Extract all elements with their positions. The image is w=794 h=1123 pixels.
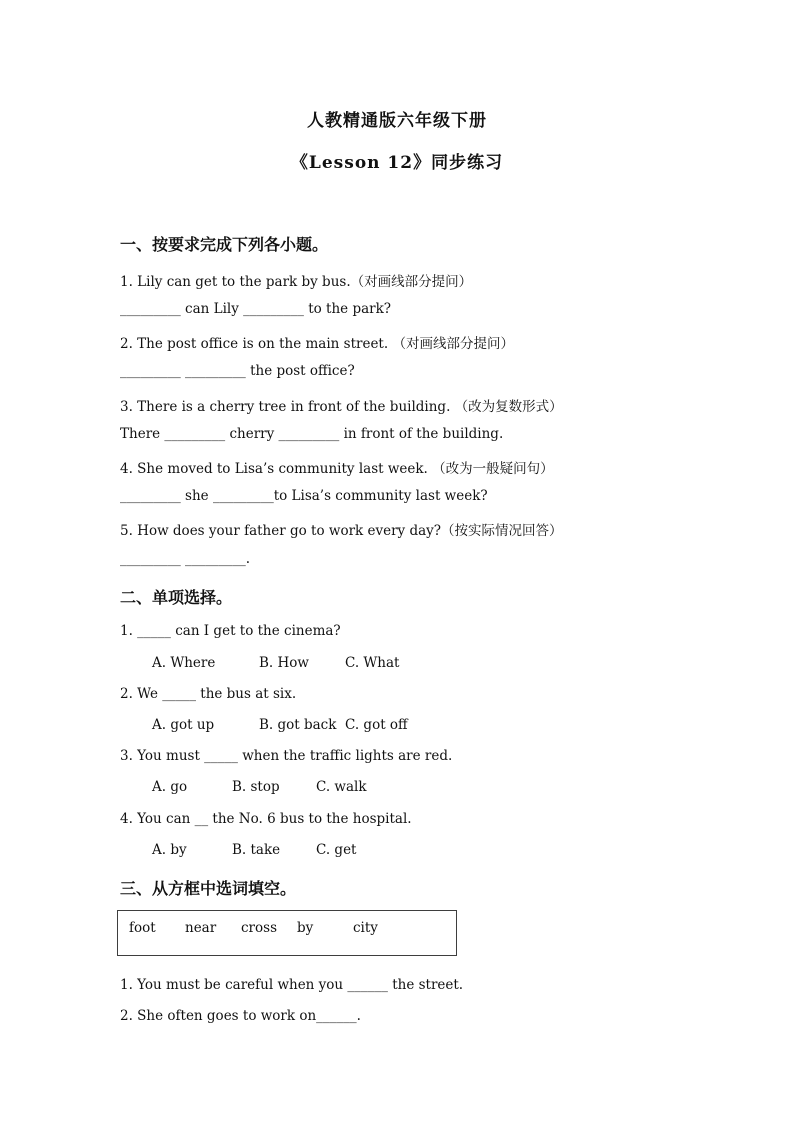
s1-q4: 4. She moved to Lisa’s community last week. （改为一般疑问句） xyxy=(120,461,554,477)
s2-q4-option-a: A. by xyxy=(152,842,187,858)
s2-q4-option-c: C. get xyxy=(316,842,357,858)
s2-q1-option-a: A. Where xyxy=(152,655,216,671)
s1-q4-answer: _________ she _________to Lisa’s community last week? xyxy=(120,488,488,504)
s2-q2-option-c: C. got off xyxy=(345,717,408,733)
s2-q2: 2. We _____ the bus at six. xyxy=(120,686,297,702)
s1-q5-answer: _________ _________. xyxy=(120,551,251,567)
word-box-item: foot xyxy=(129,920,156,936)
section-1-heading: 一、按要求完成下列各小题。 xyxy=(120,235,329,254)
s3-q2: 2. She often goes to work on______. xyxy=(120,1008,361,1024)
s2-q2-option-b: B. got back xyxy=(259,717,337,733)
page-title: 人教精通版六年级下册 xyxy=(307,111,487,131)
s2-q3-option-a: A. go xyxy=(152,779,188,795)
s2-q4-option-b: B. take xyxy=(232,842,281,858)
s2-q3: 3. You must _____ when the traffic lights are red. xyxy=(120,748,453,764)
s3-q1: 1. You must be careful when you ______ the street. xyxy=(120,977,464,993)
s1-q1-answer: _________ can Lily _________ to the park? xyxy=(120,301,392,317)
word-box-item: near xyxy=(185,920,217,936)
s2-q1-option-c: C. What xyxy=(345,655,400,671)
s2-q2-option-a: A. got up xyxy=(152,717,215,733)
s2-q4: 4. You can __ the No. 6 bus to the hospital. xyxy=(120,811,412,827)
s2-q3-option-b: B. stop xyxy=(232,779,280,795)
section-3-heading: 三、从方框中选词填空。 xyxy=(120,879,297,898)
s1-q2-answer: _________ _________ the post office? xyxy=(120,363,355,379)
s2-q1-option-b: B. How xyxy=(259,655,309,671)
s1-q2: 2. The post office is on the main street. （对画线部分提问） xyxy=(120,336,514,352)
s2-q3-option-c: C. walk xyxy=(316,779,367,795)
s1-q3-answer: There _________ cherry _________ in front of the building. xyxy=(120,426,504,442)
s1-q3: 3. There is a cherry tree in front of the building. （改为复数形式） xyxy=(120,399,563,415)
word-box-item: city xyxy=(353,920,378,936)
section-2-heading: 二、单项选择。 xyxy=(120,588,233,607)
s1-q5: 5. How does your father go to work every day?（按实际情况回答） xyxy=(120,523,563,539)
s1-q1: 1. Lily can get to the park by bus.（对画线部分提问） xyxy=(120,274,473,290)
s2-q1: 1. _____ can I get to the cinema? xyxy=(120,623,341,639)
page-subtitle: 《Lesson 12》同步练习 xyxy=(290,153,504,173)
word-box xyxy=(117,910,457,956)
word-box-item: by xyxy=(297,920,314,936)
word-box-item: cross xyxy=(241,920,277,936)
